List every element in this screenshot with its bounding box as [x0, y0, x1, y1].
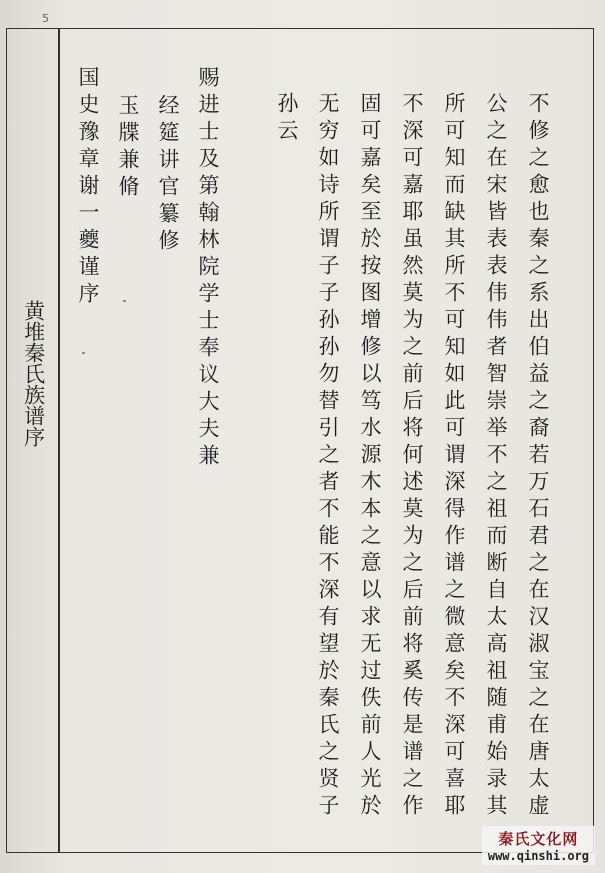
spine-title: 黄堆秦氏族谱序: [21, 300, 46, 447]
signature-column-4: 国史豫章谢一夔谨序: [76, 66, 100, 309]
body-column-7: 孙云: [275, 92, 299, 146]
paper-speck: [82, 352, 85, 354]
body-column-6: 无穷如诗所谓子子孙孙勿替引之者不能不深有望於秦氏之贤子: [316, 92, 340, 821]
page-number: 5: [42, 12, 49, 25]
body-column-1: 不修之愈也秦之系出伯益之裔若万石君之在汉淑宝之在唐太虚: [526, 92, 550, 821]
gutter-divider: [58, 28, 60, 853]
body-column-2: 公之在宋皆表表伟伟者智崇举不之祖而断自太高祖随甫始录其: [484, 92, 508, 821]
body-column-5: 固可嘉矣至於按图增修以笃水源木本之意以求无过佚前人光於: [358, 92, 382, 821]
paper-speck: [123, 300, 126, 302]
site-watermark: [482, 826, 595, 865]
signature-column-3: 玉牒兼脩: [116, 94, 140, 202]
signature-column-2: 经筵讲官纂修: [156, 94, 180, 256]
body-column-4: 不深可嘉耶虽然莫为之前后将何述莫为之后前将奚传是谱之作: [400, 92, 424, 821]
signature-column-1: 赐进士及第翰林院学士奉议大夫兼: [196, 66, 220, 471]
watermark-name: 秦氏文化网: [498, 830, 579, 848]
body-column-3: 所可知而缺其所不可知如此可谓深得作谱之微意矣不深可喜耶: [442, 92, 466, 821]
watermark-url: www.qinshi.org: [487, 849, 589, 863]
